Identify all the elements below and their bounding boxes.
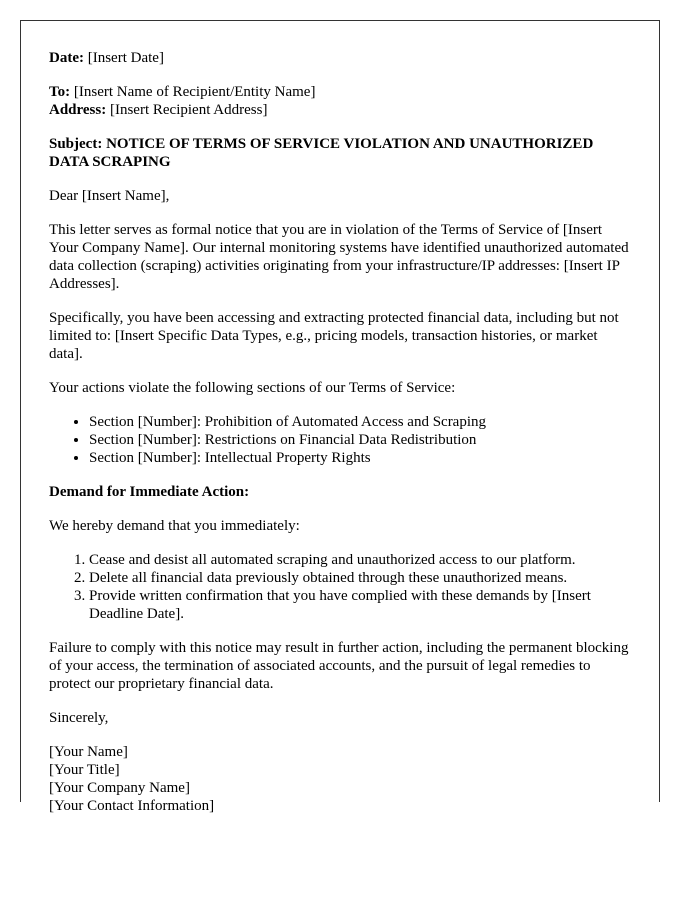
date-value: [Insert Date]: [87, 50, 164, 66]
subject-text: NOTICE OF TERMS OF SERVICE VIOLATION AND UNAUTHORIZED DATA SCRAPING: [49, 136, 594, 170]
address-value: [Insert Recipient Address]: [109, 102, 268, 118]
violations-list: [49, 413, 631, 467]
signature-block: [49, 743, 631, 815]
list-item: • Section [Number]: Intellectual Property Rights: [89, 449, 631, 467]
list-item: 1. Cease and desist all automated scraping and unauthorized access to our platform.: [89, 551, 631, 569]
demands-list: [49, 551, 631, 623]
date-line: [49, 49, 631, 67]
signature-company: [Your Company Name]: [49, 780, 190, 796]
salutation: Dear [Insert Name],: [49, 188, 170, 204]
letter-page: [20, 20, 660, 814]
date-label: Date:: [49, 50, 84, 66]
specifics-paragraph: Specifically, you have been accessing and extracting protected financial data, including but not limited to: [Insert Specific Data Types, e.g., pricing models, transaction histories, or market data].: [49, 310, 619, 362]
signature-name: [Your Name]: [49, 744, 128, 760]
list-item: • Section [Number]: Prohibition of Automated Access and Scraping: [89, 413, 631, 431]
subject-line: [49, 135, 631, 171]
letter-content: [21, 21, 659, 815]
intro-paragraph: This letter serves as formal notice that you are in violation of the Terms of Service of [Insert Your Company Name]. Our internal monitoring systems have identified unauthorized automated data collection (scraping) activities originating from your infrastructure/IP addresses: [Insert IP Addresses].: [49, 222, 629, 292]
list-item: • Section [Number]: Restrictions on Financial Data Redistribution: [89, 431, 631, 449]
recipient-block: [49, 83, 631, 119]
demand-intro: We hereby demand that you immediately:: [49, 518, 300, 534]
to-value: [Insert Name of Recipient/Entity Name]: [73, 84, 316, 100]
demand-heading: Demand for Immediate Action:: [49, 484, 250, 500]
to-label: To:: [49, 84, 71, 100]
signature-title: [Your Title]: [49, 762, 120, 778]
failure-paragraph: Failure to comply with this notice may result in further action, including the permanent blocking of your access, the termination of associated accounts, and the pursuit of legal remedies to protect our proprietary financial data.: [49, 640, 629, 692]
subject-label: Subject:: [49, 136, 103, 152]
signature-contact: [Your Contact Information]: [49, 798, 215, 814]
list-item: 3. Provide written confirmation that you have complied with these demands by [Insert Deadline Date].: [89, 587, 631, 623]
violations-intro: Your actions violate the following sections of our Terms of Service:: [49, 380, 456, 396]
address-label: Address:: [49, 102, 107, 118]
closing: Sincerely,: [49, 710, 109, 726]
list-item: 2. Delete all financial data previously obtained through these unauthorized means.: [89, 569, 631, 587]
